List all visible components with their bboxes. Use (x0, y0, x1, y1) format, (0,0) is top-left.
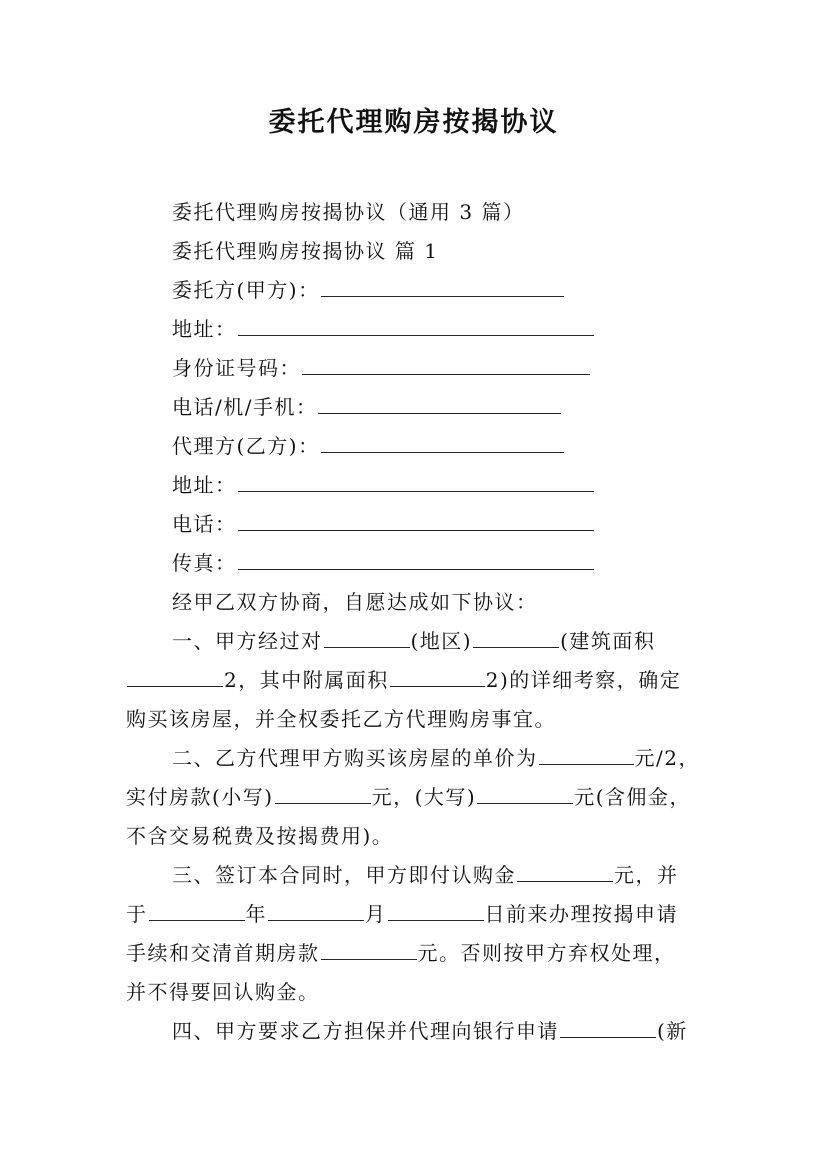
clause-2-line-3 (126, 824, 393, 848)
year-blank[interactable] (149, 902, 245, 921)
clause-text: 并不得要回认购金。 (126, 980, 320, 1004)
deposit-blank[interactable] (517, 863, 613, 882)
principal-address-label: 地址： (172, 317, 237, 341)
clause-text: 月 (365, 902, 387, 926)
property-blank[interactable] (473, 629, 559, 648)
agent-address-field (172, 473, 595, 497)
agent-address-label: 地址： (172, 473, 237, 497)
clause-text: 一、甲方经过对 (172, 629, 323, 653)
clause-text: 元。否则按甲方弃权处理， (417, 941, 676, 965)
clause-text: 购买该房屋，并全权委托乙方代理购房事宜。 (126, 707, 556, 731)
unit-price-blank[interactable] (539, 746, 634, 765)
agent-field (172, 434, 565, 458)
clause-2-line-2 (126, 785, 691, 809)
fax-label: 传真： (172, 551, 237, 575)
clause-2-line-1 (172, 746, 700, 770)
clause-text: 年 (245, 902, 267, 926)
clause-text: 实付房款(小写) (126, 785, 274, 809)
month-blank[interactable] (268, 902, 364, 921)
clause-text: (新 (657, 1019, 688, 1043)
clause-text: 四、甲方要求乙方担保并代理向银行申请 (172, 1019, 559, 1043)
principal-blank[interactable] (321, 278, 564, 297)
clause-text: 元(含佣金， (574, 785, 692, 809)
auxiliary-area-blank[interactable] (390, 668, 485, 687)
clause-text: 三、签订本合同时，甲方即付认购金 (172, 863, 516, 887)
fax-blank[interactable] (238, 551, 594, 570)
fax-field (172, 551, 595, 575)
clause-1-line-3 (126, 707, 556, 731)
agent-label: 代理方(乙方)： (172, 434, 320, 458)
document-title: 委托代理购房按揭协议 (268, 107, 559, 138)
phone-blank[interactable] (318, 395, 561, 414)
principal-address-field (172, 317, 595, 341)
clause-1-line-1 (172, 629, 655, 653)
agent-address-blank[interactable] (238, 473, 594, 492)
principal-address-blank[interactable] (238, 317, 594, 336)
amount-words-blank[interactable] (477, 785, 573, 804)
clause-text: 元/2， (634, 746, 700, 770)
clause-4-line-1 (172, 1019, 688, 1043)
clause-text: 2，其中附属面积 (224, 668, 389, 692)
bank-blank[interactable] (560, 1019, 656, 1038)
clause-text: 元，并 (614, 863, 679, 887)
clause-3-line-3 (126, 941, 676, 965)
agent-phone-blank[interactable] (238, 512, 594, 531)
clause-text: 不含交易税费及按揭费用)。 (126, 824, 394, 848)
clause-text: 二、乙方代理甲方购买该房屋的单价为 (172, 746, 538, 770)
clause-1-line-2 (126, 668, 681, 692)
agreement-intro (172, 590, 538, 614)
building-area-blank[interactable] (127, 668, 223, 687)
clause-text: (地区) (410, 629, 473, 653)
clause-text: 日前来办理按揭申请 (484, 902, 678, 926)
id-number-blank[interactable] (302, 356, 590, 375)
clause-text: 手续和交清首期房款 (126, 941, 320, 965)
down-payment-blank[interactable] (321, 941, 417, 960)
id-number-label: 身份证号码： (172, 356, 301, 380)
phone-label: 电话/机/手机： (172, 395, 318, 419)
agent-phone-label: 电话： (172, 512, 237, 536)
clause-3-line-4 (126, 980, 320, 1004)
section-heading-text: 委托代理购房按揭协议 篇 1 (172, 239, 439, 263)
clause-3-line-1 (172, 863, 679, 887)
principal-field (172, 278, 565, 302)
id-number-field (172, 356, 591, 380)
principal-label: 委托方(甲方)： (172, 278, 320, 302)
phone-field (172, 395, 562, 419)
clause-text: 2)的详细考察，确定 (485, 668, 682, 692)
clause-3-line-2 (126, 902, 678, 926)
subtitle-line (172, 200, 524, 224)
section-heading (172, 239, 438, 263)
agreement-intro-text: 经甲乙双方协商，自愿达成如下协议： (172, 590, 538, 614)
region-blank[interactable] (324, 629, 410, 648)
clause-text: (建筑面积 (560, 629, 656, 653)
agent-blank[interactable] (321, 434, 564, 453)
clause-text: 于 (126, 902, 148, 926)
subtitle-text: 委托代理购房按揭协议（通用 3 篇） (172, 200, 525, 224)
amount-figures-blank[interactable] (275, 785, 371, 804)
day-blank[interactable] (388, 902, 484, 921)
agent-phone-field (172, 512, 595, 536)
clause-text: 元，(大写) (371, 785, 477, 809)
